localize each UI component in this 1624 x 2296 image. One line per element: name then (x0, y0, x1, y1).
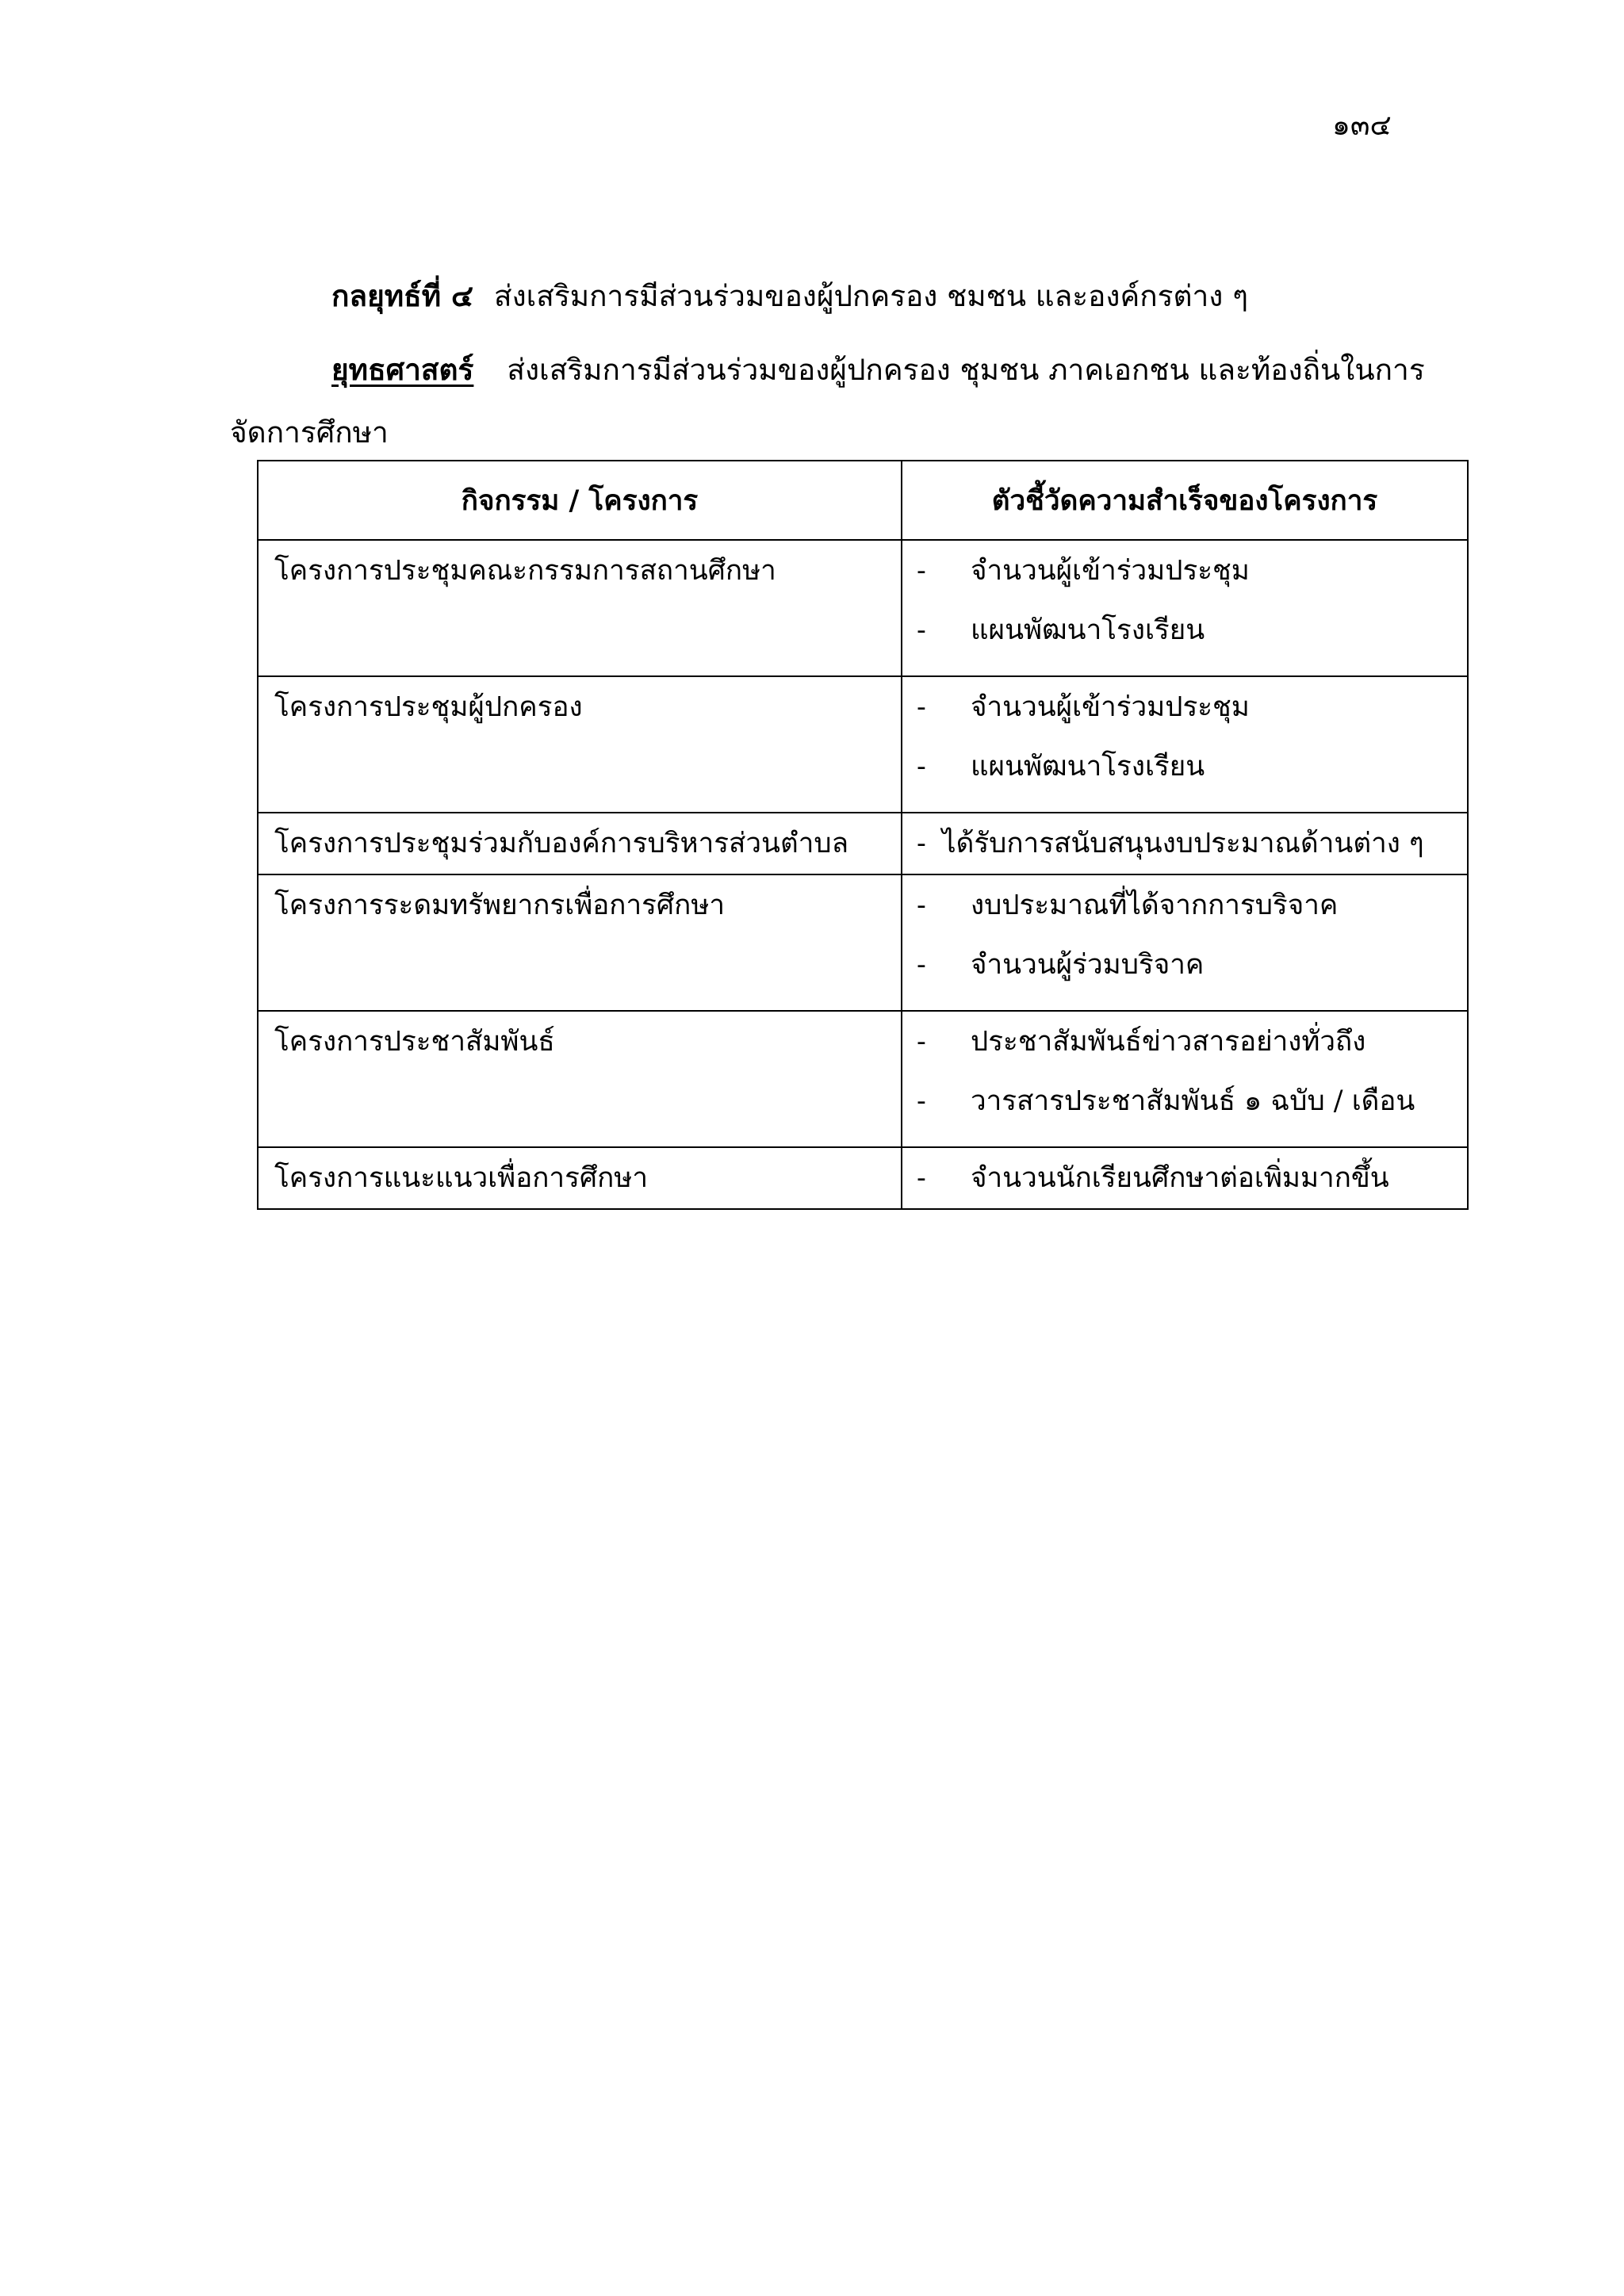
table-row (258, 1147, 1468, 1209)
table-header-row (258, 461, 1468, 540)
strategy-text: ส่งเสริมการมีส่วนร่วมของผู้ปกครอง ชมชน และองค์กรต่าง ๆ (494, 279, 1248, 313)
indicator-text: จำนวนผู้เข้าร่วมประชุม (971, 555, 1250, 587)
project-name: โครงการประชุมร่วมกับองค์การบริหารส่วนตำบล (274, 828, 849, 859)
indicator-text: ประชาสัมพันธ์ข่าวสารอย่างทั่วถึง (971, 1026, 1366, 1058)
table-row (258, 540, 1468, 676)
indicator-item: - งบประมาณที่ได้จากการบริจาค (902, 883, 1467, 943)
project-cell (258, 1147, 902, 1209)
approach-heading (331, 347, 1425, 392)
table-row (258, 813, 1468, 874)
indicator-list (902, 1148, 1467, 1208)
indicator-cell (902, 1147, 1468, 1209)
page-number: ๑๓๔ (1332, 109, 1392, 142)
indicator-list (902, 541, 1467, 675)
indicator-cell (902, 676, 1468, 813)
indicator-item: - ประชาสัมพันธ์ข่าวสารอย่างทั่วถึง (902, 1020, 1467, 1079)
indicator-item: - ได้รับการสนับสนุนงบประมาณด้านต่าง ๆ (902, 821, 1467, 866)
project-cell (258, 1011, 902, 1147)
indicator-item: - แผนพัฒนาโรงเรียน (902, 608, 1467, 668)
indicator-item: - จำนวนผู้ร่วมบริจาค (902, 943, 1467, 1002)
project-name: โครงการประชุมผู้ปกครอง (274, 691, 583, 723)
indicator-text: จำนวนผู้เข้าร่วมประชุม (971, 691, 1250, 723)
indicator-item: - จำนวนผู้เข้าร่วมประชุม (902, 549, 1467, 608)
indicator-item: - จำนวนผู้เข้าร่วมประชุม (902, 685, 1467, 744)
indicator-item: - วารสารประชาสัมพันธ์ ๑ ฉบับ / เดือน (902, 1079, 1467, 1138)
indicator-text: วารสารประชาสัมพันธ์ ๑ ฉบับ / เดือน (971, 1085, 1415, 1117)
project-cell (258, 874, 902, 1011)
indicator-list (902, 677, 1467, 812)
indicator-cell (902, 1011, 1468, 1147)
project-name: โครงการระดมทรัพยากรเพื่อการศึกษา (274, 890, 726, 921)
strategy-heading (331, 274, 1248, 319)
project-cell (258, 813, 902, 874)
column-header-project: กิจกรรม / โครงการ (258, 461, 902, 540)
indicator-list (902, 813, 1467, 874)
indicator-text: จำนวนผู้ร่วมบริจาค (971, 949, 1205, 981)
column-header-indicator: ตัวชี้วัดความสำเร็จของโครงการ (902, 461, 1468, 540)
indicator-list (902, 1012, 1467, 1146)
indicator-cell (902, 874, 1468, 1011)
indicator-text: แผนพัฒนาโรงเรียน (971, 751, 1205, 783)
table-row (258, 1011, 1468, 1147)
project-name: โครงการประชาสัมพันธ์ (274, 1026, 555, 1058)
indicator-text: จำนวนนักเรียนศึกษาต่อเพิ่มมากขึ้น (971, 1162, 1389, 1194)
indicator-cell (902, 813, 1468, 874)
indicator-list (902, 875, 1467, 1010)
indicator-item: - แผนพัฒนาโรงเรียน (902, 744, 1467, 804)
project-cell (258, 540, 902, 676)
approach-text: ส่งเสริมการมีส่วนร่วมของผู้ปกครอง ชุมชน ภาคเอกชน และท้องถิ่นในการ (507, 353, 1425, 387)
table-row (258, 874, 1468, 1011)
indicator-text: ได้รับการสนับสนุนงบประมาณด้านต่าง ๆ (942, 828, 1424, 859)
approach-label: ยุทธศาสตร์ (331, 352, 474, 387)
project-name: โครงการประชุมคณะกรรมการสถานศึกษา (274, 555, 776, 587)
indicator-item: - จำนวนนักเรียนศึกษาต่อเพิ่มมากขึ้น (902, 1156, 1467, 1200)
project-cell (258, 676, 902, 813)
project-table (257, 460, 1469, 1210)
project-name: โครงการแนะแนวเพื่อการศึกษา (274, 1162, 648, 1194)
approach-text-continuation: จัดการศึกษา (230, 415, 389, 450)
strategy-label: กลยุทธ์ที่ ๔ (331, 278, 474, 313)
indicator-text: แผนพัฒนาโรงเรียน (971, 614, 1205, 646)
table-row (258, 676, 1468, 813)
indicator-cell (902, 540, 1468, 676)
indicator-text: งบประมาณที่ได้จากการบริจาค (971, 890, 1339, 921)
